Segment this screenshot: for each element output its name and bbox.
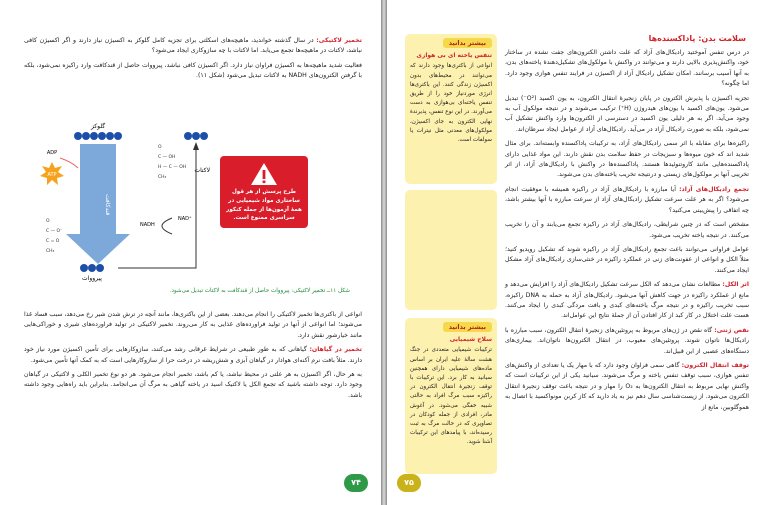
glucose-label: گلوکز (90, 123, 106, 130)
fermentation-paragraphs (24, 310, 362, 405)
sidebar-spacer (405, 190, 497, 310)
glucose-molecule (74, 132, 122, 140)
paragraph: آیا مبارزه با رادیکال‌های آزاد در راکیزه همیشه با موفقیت انجام می‌شود؟ اگر به هر علت سرعت تشکیل رادیکال‌های آزاد از سرعت مبارزه با آنها بیشتر باشد، چه اتفاقی را پیش‌بینی می‌کنید؟ (505, 185, 749, 214)
paragraph: راکیزه‌ها برای مقابله با اثر سمی رادیکال‌های آزاد، به ترکیبات پاداکسنده وابسته‌اند. برای مثال شدید اند که خون میوه‌ها و سبزیجات در حفظ سلامت بدن نقش دارند. این مواد غذایی دارای پاداکسنده‌هایی مانند کاروتنوئیدها هستند. پاداکسنده‌ها در واکنش با رادیکال‌های آزاد، از اثر تخریبی آنها بر مولکول‌های زیستی و درنتیجه تخریب یاخته‌های بدن می‌شوند. (505, 140, 749, 179)
sidebar-tab: بیشتر بدانید (443, 38, 492, 48)
warning-text: طرح پرسش از هر قول ساختاری مواد شیمیایی در همهٔ آزمون‌ها از جمله کنکور سراسری ممنوع است. (226, 189, 302, 222)
sidebar-body: انواعی از باکتری‌ها وجود دارند که می‌توانند در محیط‌های بدون اکسیژن زندگی کنند. این باکتری‌ها انرژی موردنیاز خود را از طریق تنفس یاخته‌ای بی‌هوازی به دست می‌آورند. در این نوع تنفس، پذیرندهٔ نهایی الکترون به جای اکسیژن، مولکول‌های معدنی مثل نیترات یا سولفات است. (410, 63, 492, 144)
figure-caption: شکل ۱۱ــ تخمیر لاکتیکی: پیرووات حاصل از قندکافت به لاکتات تبدیل می‌شود. (169, 288, 350, 294)
lactate-label: لاکتات (194, 167, 210, 174)
svg-text:C — O⁻: C — O⁻ (46, 229, 63, 234)
right-page (387, 0, 768, 505)
svg-text:O: O (46, 219, 50, 224)
section-heading: تخمیر در گیاهان: (309, 346, 362, 354)
sidebar-tab: بیشتر بدانید (443, 322, 492, 332)
page-number: ۷۵ (397, 474, 421, 492)
page-number: ۷۴ (344, 474, 368, 492)
lactic-fermentation-section (24, 36, 362, 86)
paragraph: مطالعات نشان می‌دهد که الکل سرعت تشکیل رادیکال‌های آزاد را افزایش می‌دهد و مانع از عملکرد راکیزه در جهت کاهش آنها می‌شود. رادیکال‌های آزاد به حمله به DNA راکیزه، سبب تخریب راکیزه و در نتیجه مرگ یاخته‌های کبدی و بافت مردگی کبدی را ایجاد می‌کنند. هست علت اختلال در کار کبد از کار افتادن آن از جملهٔ نتایج این عوامل‌اند. (505, 281, 749, 320)
warning-box (220, 156, 308, 228)
glycolysis-label: قندکافت (104, 194, 111, 216)
sidebar-anaerobic (405, 34, 497, 184)
section-heading: تجمع رادیکال‌های آزاد: (679, 185, 749, 193)
main-column (505, 48, 749, 417)
sidebar-title: تنفس یاخته ای بی هوازی (416, 52, 492, 60)
svg-text:C = O: C = O (46, 239, 60, 244)
left-page (0, 0, 381, 505)
paragraph: تجزیه اکسیژن با پذیرش الکترون در پایان زنجیرهٔ انتقال الکترون، به یون اکسید (O²⁻) تبدیل می‌شود. یون‌های اکسید با یون‌های هیدروژن (H⁺) ترکیب می‌شوند و در نتیجه مولکول آب به وجود می‌آید. اگر به هر دلیلی یون اکسید در دسترسی از الکترون‌ها وارد واکنش تشکیل آب نمی‌شود، بلکه به صورت رادیکال آزاد در می‌آید. رادیکال‌های آزاد از عوامل ایجاد سرطان‌اند. (505, 94, 749, 133)
paragraph: در سال گذشته خواندید، ماهیچه‌های اسکلتی برای تجزیه کامل گلوکز به اکسیژن نیاز دارند و اگر اکسیژن کافی نباشد، لاکتات در ماهیچه‌ها تجمع می‌یابد. اما لاکتات با چه سازوکاری ایجاد می‌شود؟ (24, 37, 362, 55)
page-title: سلامت بدن: پاداکسنده‌ها (648, 34, 746, 43)
section-heading: تخمیر لاکتیکی: (316, 37, 362, 44)
paragraph: گیاهانی که به طور طبیعی در شرایط غرقابی رشد می‌کنند، سازوکارهایی برای تأمین اکسیژن مورد نیاز خود دارند. مثلاً بافت نرم آکنه‌ای هوادار در گیاهان آبزی و شش‌ریشه در درخت حرا از سازوکارهایی است که به کمک آنها تأمین می‌شود. (24, 346, 362, 364)
svg-text:CH₃: CH₃ (46, 249, 55, 254)
sidebar-body: ترکیبات شیمیایی متعددی در جنگ هشت سالهٔ علیه ایران بر اساس ماده‌های شیمیایی دارای همچنین سیانید به کار برد. این ترکیبات با توقف زنجیرهٔ انتقال الکترون در راکیزه سبب مرگ افراد به حالتی شبیه خفگی می‌شود. در آغوش مادر، افرادی از جمله کودکان در تصاویری که در حالت مرگ به ثبت رسیده‌اند، با پیامدهای این ترکیبات آشنا شوید. (410, 347, 492, 446)
paragraph: به هر حال، اگر اکسیژن به هر علتی در محیط نباشد، یا کم باشد، تخمیر انجام می‌شود. هر دو نوع تخمیر الکلی و لاکتیکی در گیاهان وجود دارد. توجه داشته باشید که تجمع الکل یا لاکتیک اسید در یاخته گیاهی به مرگ آن می‌انجامد. بنابراین باید راه‌هایی وجود داشته باشد. (24, 371, 362, 399)
sidebar-chemical-weapon (405, 318, 497, 474)
fermentation-diagram (40, 122, 220, 282)
pyruvate-label: پیرووات (82, 275, 102, 282)
svg-text:H — C — OH: H — C — OH (158, 165, 187, 170)
lactate-molecule (184, 132, 208, 140)
paragraph: عوامل فراوانی می‌توانند باعث تجمع رادیکال‌های آزاد در راکیزه شوند که تشکیل رویدیو کنید؛ مثلاً الکل و انواعی از عفونت‌های زنی در عملکرد راکیزه در خنثی‌سازی رادیکال‌های آزاد مشکل ایجاد می‌کنند. (505, 245, 749, 274)
paragraph: گاهی سمی فراوان وجود دارد که با مهار یک یا تعدادی از واکنش‌های تنفس هوازی، سبب توقف تنفس یاخته و مرگ می‌شوند. سیانید یکی از این ترکیبات است که واکنش نهایی مربوط به انتقال الکترون‌ها به O₂ را مهار و در نتیجه باعث توقف زنجیرهٔ انتقال الکترون می‌شود. از زیست‌شناسی سال دهم نیز به یاد دارید که کاز کربن مونواکسید با اتصال به هموگلوبین، مانع از (505, 361, 750, 411)
adp-label: ADP (46, 150, 58, 156)
section-heading: اثر الکل: (722, 281, 749, 289)
paragraph: فعالیت شدید ماهیچه‌ها به اکسیژن فراوان نیاز دارد. اگر اکسیژن کافی نباشد، پیرووات حاصل از قندکافت وارد راکیزه نمی‌شود، بلکه با گرفتن الکترون‌های NADH به لاکتات تبدیل می‌شود (شکل ۱۱). (24, 61, 362, 80)
svg-text:CH₃: CH₃ (158, 175, 167, 180)
nadh-label: NADH (140, 222, 155, 228)
warning-triangle-icon (250, 162, 278, 186)
paragraph: در درس تنفس آموختید رادیکال‌های آزاد که علت داشتن الکترون‌های جفت نشده در ساختار خود، واکنش‌پذیری بالایی دارند و می‌توانند در واکنش با مولکول‌های تشکیل‌دهندهٔ یاخته‌های بدن، به آنها آسیب برسانند. امکان تشکیل رادیکال آزاد از اکسیژن در فرایند تنفس هوازی وجود دارد. اما چگونه؟ (505, 49, 749, 88)
svg-text:C — OH: C — OH (158, 155, 176, 160)
nad-label: NAD⁺ (178, 216, 192, 222)
section-heading: نقص ژنتی: (714, 326, 749, 334)
section-heading: توقف انتقال الکترون: (681, 361, 749, 369)
atp-label: ATP (47, 172, 57, 178)
sidebar-title: سلاح شیمیایی (449, 336, 492, 344)
paragraph: انواعی از باکتری‌ها تخمیر لاکتیکی را انجام می‌دهند. بعضی از این باکتری‌ها، مانند آنچه در ترش شدن شیر رخ می‌دهد، سبب فساد غذا می‌شوند؛ اما انواعی از آنها در تولید فراورده‌های غذایی به کار می‌روند. تخمیر لاکتیکی در تولید فراورده‌های شیری و خوراکی‌هایی مانند خیارشور نقش دارد. (24, 311, 362, 339)
paragraph: گاه نقص در ژن‌های مربوط به پروتئین‌های زنجیرهٔ انتقال الکترون، سبب مبارزه با رادیکال‌ها ناتوان شوند. پروتئین‌های معیوب، در انتقال الکترون‌ها ناتوان‌اند. بیماری‌های دستگاه‌های عصبی از این قبیل‌اند. (505, 326, 749, 355)
svg-text:O: O (158, 145, 162, 150)
paragraph: مشخص است که در چنین شرایطی، رادیکال‌های آزاد در راکیزه تجمع می‌یابند و آن را تخریب می‌کنند. در نتیجه یاخته تخریب می‌شود. (505, 221, 749, 239)
pyruvate-molecule (80, 264, 104, 272)
